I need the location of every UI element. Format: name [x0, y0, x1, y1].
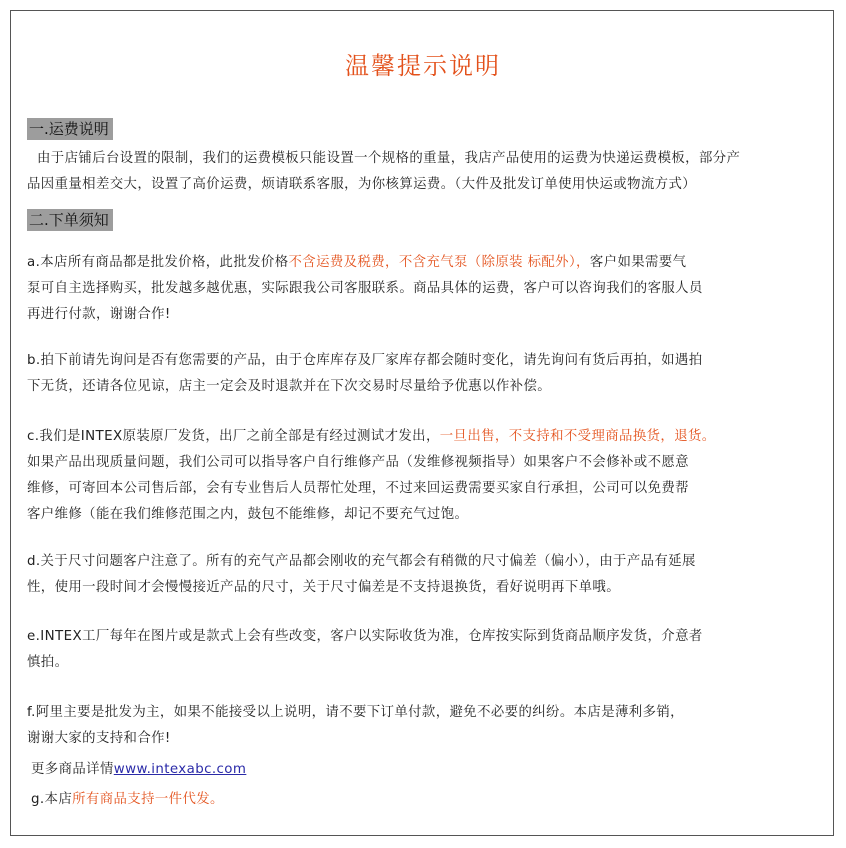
shipping-line: 由于店铺后台设置的限制，我们的运费模板只能设置一个规格的重量，我店产品使用的运费为快递运费模板，部分产 — [37, 151, 741, 166]
item-b — [27, 348, 827, 400]
item-f-line: f.阿里主要是批发为主，如果不能接受以上说明，请不要下订单付款，避免不必要的纠纷。本店是薄利多销， — [27, 705, 684, 720]
item-b-line: 下无货，还请各位见谅，店主一定会及时退款并在下次交易时尽量给予优惠以作补偿。 — [27, 379, 552, 394]
item-c-line — [27, 424, 827, 450]
more-products — [31, 759, 246, 781]
item-c — [27, 424, 827, 528]
item-g — [31, 789, 224, 811]
item-e-line: e.INTEX工厂每年在图片或是款式上会有些改变，客户以实际收货为准，仓库按实际到货商品顺序发货，介意者 — [27, 629, 703, 644]
item-e — [27, 624, 827, 676]
item-a-line: 再进行付款，谢谢合作! — [27, 307, 171, 322]
section-heading-ordering: 二.下单须知 — [27, 209, 113, 231]
item-a-highlight: 不含运费及税费，不含充气泵（除原装 标配外）， — [288, 255, 590, 270]
item-a-line: 泵可自主选择购买，批发越多越优惠，实际跟我公司客服联系。商品具体的运费，客户可以咨询我们的客服人员 — [27, 281, 703, 296]
item-c-highlight: 一旦出售，不支持和不受理商品换货，退货。 — [439, 429, 716, 444]
item-g-text: g.本店 — [31, 792, 73, 807]
item-c-line: 客户维修（能在我们维修范围之内，鼓包不能维修，却记不要充气过饱。 — [27, 507, 469, 522]
item-a — [27, 250, 827, 328]
item-c-text: c.我们是INTEX原装原厂发货，出厂之前全部是有经过测试才发出， — [27, 429, 440, 444]
item-e-line: 慎拍。 — [27, 655, 69, 670]
item-b-line: b.拍下前请先询问是否有您需要的产品，由于仓库库存及厂家库存都会随时变化，请先询问有货后再拍，如遇拍 — [27, 353, 703, 368]
item-c-line: 如果产品出现质量问题，我们公司可以指导客户自行维修产品（发维修视频指导）如果客户不会修补或不愿意 — [27, 455, 689, 470]
item-f-line: 谢谢大家的支持和合作! — [27, 731, 171, 746]
item-a-line — [27, 250, 827, 276]
shipping-line: 品因重量相差交大，设置了高价运费，烦请联系客服，为你核算运费。（大件及批发订单使用快运或物流方式） — [27, 177, 697, 192]
item-d-line: d.关于尺寸问题客户注意了。所有的充气产品都会刚收的充气都会有稍微的尺寸偏差（偏小），由于产品有延展 — [27, 554, 696, 569]
item-d-line: 性，使用一段时间才会慢慢接近产品的尺寸，关于尺寸偏差是不支持退换货，看好说明再下单哦。 — [27, 580, 620, 595]
page-title: 温馨提示说明 — [345, 52, 501, 80]
section-heading-shipping: 一.运费说明 — [27, 118, 113, 140]
item-g-highlight: 所有商品支持一件代发。 — [72, 792, 224, 807]
item-d — [27, 549, 827, 601]
website-link[interactable]: www.intexabc.com — [113, 762, 247, 777]
item-f — [27, 700, 827, 752]
item-c-line: 维修，可寄回本公司售后部，会有专业售后人员帮忙处理，不过来回运费需要买家自行承担，公司可以免费帮 — [27, 481, 689, 496]
more-products-label: 更多商品详情 — [31, 762, 114, 777]
shipping-paragraph — [27, 146, 837, 198]
item-a-text: a.本店所有商品都是批发价格，此批发价格 — [27, 255, 289, 270]
item-a-text: 客户如果需要气 — [589, 255, 687, 270]
